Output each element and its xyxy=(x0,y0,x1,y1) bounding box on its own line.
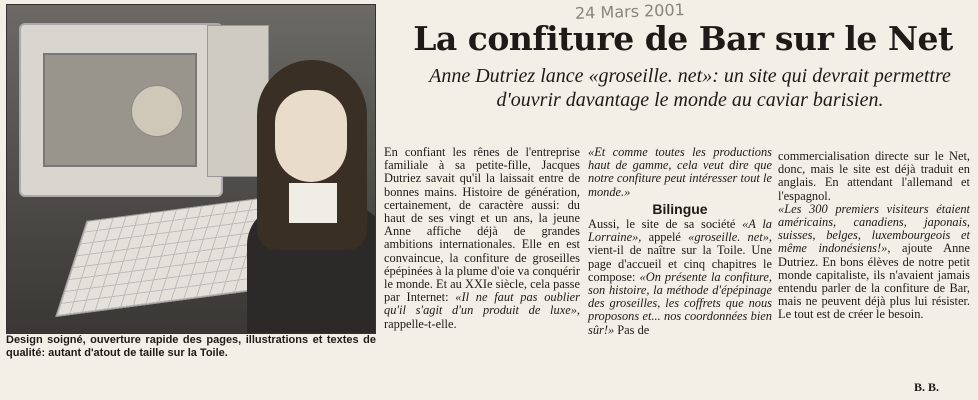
column-3-text-b: , ajoute Anne Dutriez. En bons élèves de notre petit monde capitaliste, ils n'avaient jamais entendu parler de la confiture de Bar, mais ne peuvent déjà plus lui résister. Le tout est de créer le besoin. xyxy=(778,241,970,322)
date-stamp: 24 Mars 2001 xyxy=(574,0,686,23)
column-2-text-a: Aussi, le site de sa société xyxy=(588,217,736,232)
article-column-1 xyxy=(384,146,580,331)
person-face xyxy=(275,90,347,182)
column-2-quote-c: «On présente la confiture, son histoire, la méthode d'épépinage des groseilles, les coffrets que nous proposons et... nos coordonnées bien sûr!» xyxy=(588,269,772,337)
computer-monitor xyxy=(19,23,223,197)
section-title: Bilingue xyxy=(652,200,708,217)
column-2-text-d: Pas de xyxy=(614,322,650,337)
column-1-quote: «Il ne faut pas oublier qu'il s'agit d'un produit de luxe» xyxy=(384,290,581,318)
column-2-quote: «Et comme toutes les productions haut de gamme, cela veut dire que notre confiture peut intéresser tout le monde.» xyxy=(588,145,772,199)
article-photo xyxy=(6,4,376,334)
subheadline: Anne Dutriez lance «groseille. net»: un site qui devrait permettre d'ouvrir davantage le monde au caviar barisien. xyxy=(429,65,951,111)
column-2-text-c: , vient-il de naître sur la Toile. Une page d'accueil et cinq chapitres le compose: xyxy=(588,230,772,284)
monitor-screen xyxy=(43,53,197,167)
person-collar xyxy=(289,183,337,223)
article-column-3 xyxy=(778,150,970,322)
column-3-text-a: commercialisation directe sur le Net, donc, mais le site est déjà traduit en anglais. En attendant l'allemand et l'espagnol. xyxy=(778,149,970,203)
column-2-quote-b: «groseille. net» xyxy=(688,230,769,245)
column-2-text-b: , appelé xyxy=(638,230,681,245)
website-logo xyxy=(131,85,183,137)
column-3-quote: «Les 300 premiers visiteurs étaient américains, canadiens, japonais, suisses, belges, luxembourgeois et même indonésiens!» xyxy=(778,201,970,256)
column-1-text: En confiant les rênes de l'entreprise familiale à sa petite-fille, Jacques Dutriez savait qu'il la laissait entre de bonnes mains. Histoire de génération, certainement, de caractère aussi: du haut de ses vingt et un ans, la jeune Anne affiche déjà de grandes ambitions internationales. Elle en est convaincue, la confiture de groseilles épépinées à la plume d'oie va conquérir le monde. Et au XXIe siècle, cela passe par Internet: xyxy=(384,145,580,305)
author-signature: B. B. xyxy=(914,380,940,394)
photo-caption: Design soigné, ouverture rapide des pages, illustrations et textes de qualité: autant d'atout de taille sur la Toile. xyxy=(6,334,376,359)
column-2-quote-a: «A la Lorraine» xyxy=(588,217,772,245)
article-column-2 xyxy=(588,146,772,337)
column-1-end: , rappelle-t-elle. xyxy=(384,303,580,331)
headline: La confiture de Bar sur le Net xyxy=(413,19,953,58)
